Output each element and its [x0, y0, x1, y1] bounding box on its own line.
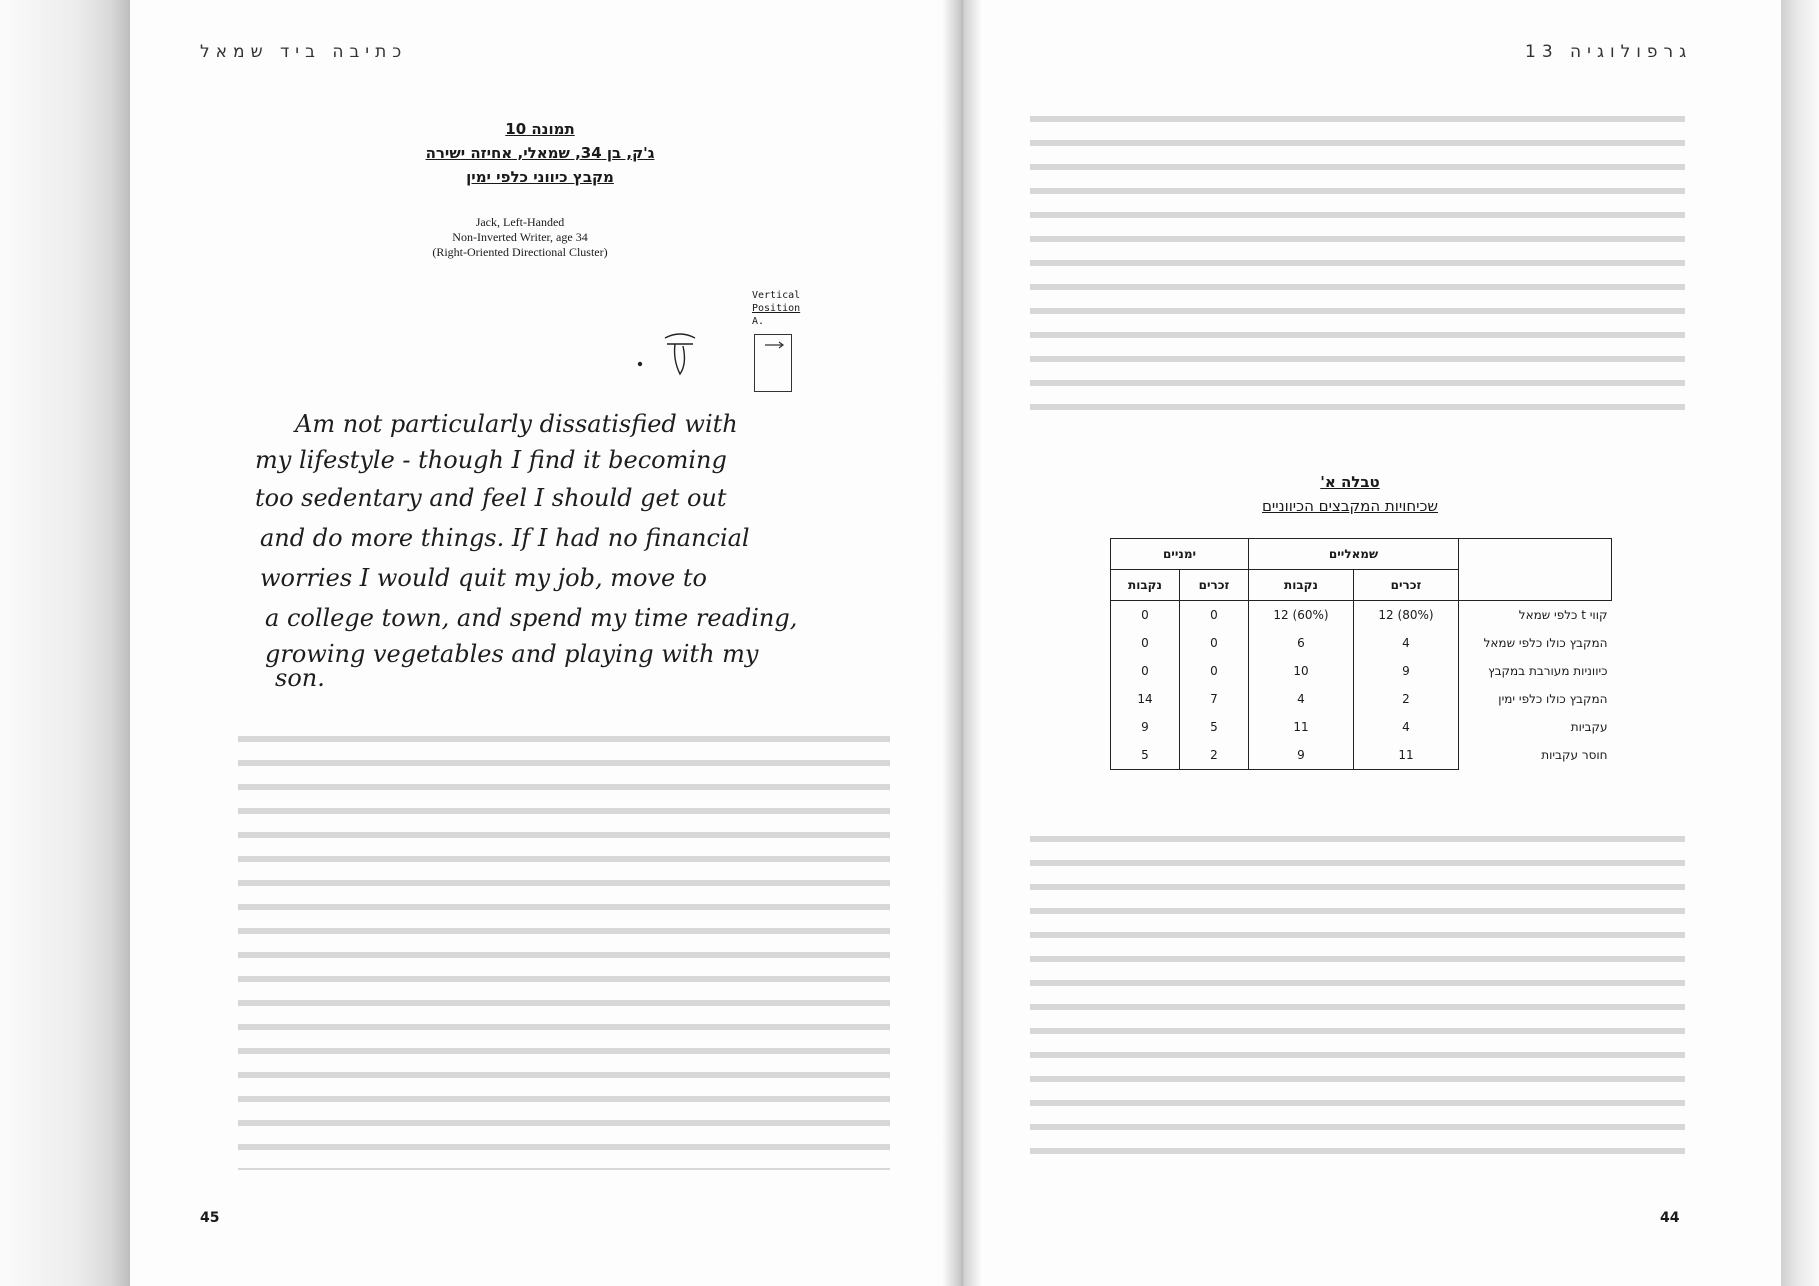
table-cell: (60%) 12	[1249, 601, 1354, 630]
vertical-position-label	[752, 289, 800, 328]
running-head-right: גרפולוגיה 13	[1525, 42, 1693, 62]
table-title	[1240, 470, 1460, 518]
table-row	[1111, 657, 1612, 685]
handwriting-line: Am not particularly dissatisfied with	[295, 410, 738, 438]
table-cell: (80%) 12	[1354, 601, 1459, 630]
table-sub-header: נקבות	[1111, 570, 1180, 601]
table-sub-header: זכרים	[1180, 570, 1249, 601]
table-row-label: קווי t כלפי שמאל	[1518, 608, 1608, 622]
table-cell: 2	[1180, 741, 1249, 770]
handwriting-sample	[255, 340, 875, 692]
table-group-header-row	[1111, 539, 1612, 570]
table-row-label: כיווניות מעורבת במקבץ	[1488, 664, 1608, 678]
running-head-left: כתיבה ביד שמאל	[200, 42, 408, 62]
table-cell: 11	[1249, 713, 1354, 741]
table-cell: 2	[1354, 685, 1459, 713]
handwriting-line: too sedentary and feel I should get out	[255, 484, 727, 512]
table-cell: 9	[1354, 657, 1459, 685]
table-sub-header: זכרים	[1354, 570, 1459, 601]
table-cell: 0	[1111, 601, 1180, 630]
table-cell: 14	[1111, 685, 1180, 713]
table-group-header: ימניים	[1111, 539, 1249, 570]
handwriting-line: growing vegetables and playing with my	[265, 640, 759, 668]
table-cell: 0	[1180, 601, 1249, 630]
handwriting-line: worries I would quit my job, move to	[260, 564, 707, 592]
figure-title	[380, 117, 700, 189]
handwriting-line: and do more things. If I had no financial	[260, 524, 750, 552]
table-cell: 9	[1249, 741, 1354, 770]
table-cell: 9	[1111, 713, 1180, 741]
table-row-label: עקביות	[1570, 720, 1608, 734]
page-number-right: 44	[1660, 1210, 1680, 1226]
table-row	[1111, 685, 1612, 713]
table-cell: 0	[1180, 629, 1249, 657]
doodle-icon	[639, 334, 696, 374]
table-cell: 10	[1249, 657, 1354, 685]
figure-title-line: מקבץ כיווני כלפי ימין	[466, 168, 614, 186]
handwriting-line: son.	[275, 664, 325, 692]
book-edge-left	[0, 0, 130, 1286]
table-cell: 6	[1249, 629, 1354, 657]
body-text-block	[238, 730, 890, 1170]
body-text-block	[1030, 830, 1685, 1170]
table-row	[1111, 713, 1612, 741]
table-subtitle: שכיחויות המקבצים הכיווניים	[1261, 497, 1439, 515]
table-row	[1111, 629, 1612, 657]
body-text-block	[1030, 110, 1685, 428]
table-cell: 5	[1111, 741, 1180, 770]
table-row-label: חוסר עקביות	[1541, 748, 1608, 763]
table-row	[1111, 741, 1612, 770]
table-row	[1111, 601, 1612, 630]
table-cell: 0	[1111, 629, 1180, 657]
page-number-left: 45	[200, 1210, 220, 1226]
vpos-line: Vertical	[752, 290, 801, 301]
table-row-label: המקבץ כולו כלפי שמאל	[1483, 636, 1608, 650]
table-cell: 4	[1354, 629, 1459, 657]
vpos-line: Position	[752, 303, 801, 314]
table-cell: 11	[1354, 741, 1459, 770]
table-cell: 4	[1354, 713, 1459, 741]
vpos-line: A.	[752, 316, 765, 327]
figure-title-line: תמונה 10	[505, 120, 575, 138]
caption-line: Non-Inverted Writer, age 34	[452, 230, 588, 244]
handwriting-line: a college town, and spend my time reading,	[265, 604, 798, 632]
figure-caption	[360, 215, 680, 260]
caption-line: (Right-Oriented Directional Cluster)	[432, 245, 608, 259]
table-cell: 4	[1249, 685, 1354, 713]
table-cell: 0	[1180, 657, 1249, 685]
frequency-table	[1110, 538, 1612, 770]
table-sub-header: נקבות	[1249, 570, 1354, 601]
table-row-label: המקבץ כולו כלפי ימין	[1498, 692, 1608, 706]
caption-line: Jack, Left-Handed	[475, 215, 565, 229]
book-edge-right	[1781, 0, 1819, 1286]
table-cell: 7	[1180, 685, 1249, 713]
table-group-header: שמאליים	[1249, 539, 1459, 570]
handwriting-line: my lifestyle - though I find it becoming	[255, 446, 727, 474]
table-cell: 5	[1180, 713, 1249, 741]
book-gutter	[942, 0, 982, 1286]
table-cell: 0	[1111, 657, 1180, 685]
figure-title-line: ג'ק, בן 34, שמאלי, אחיזה ישירה	[425, 144, 655, 162]
table-title-line: טבלה א'	[1320, 473, 1380, 491]
